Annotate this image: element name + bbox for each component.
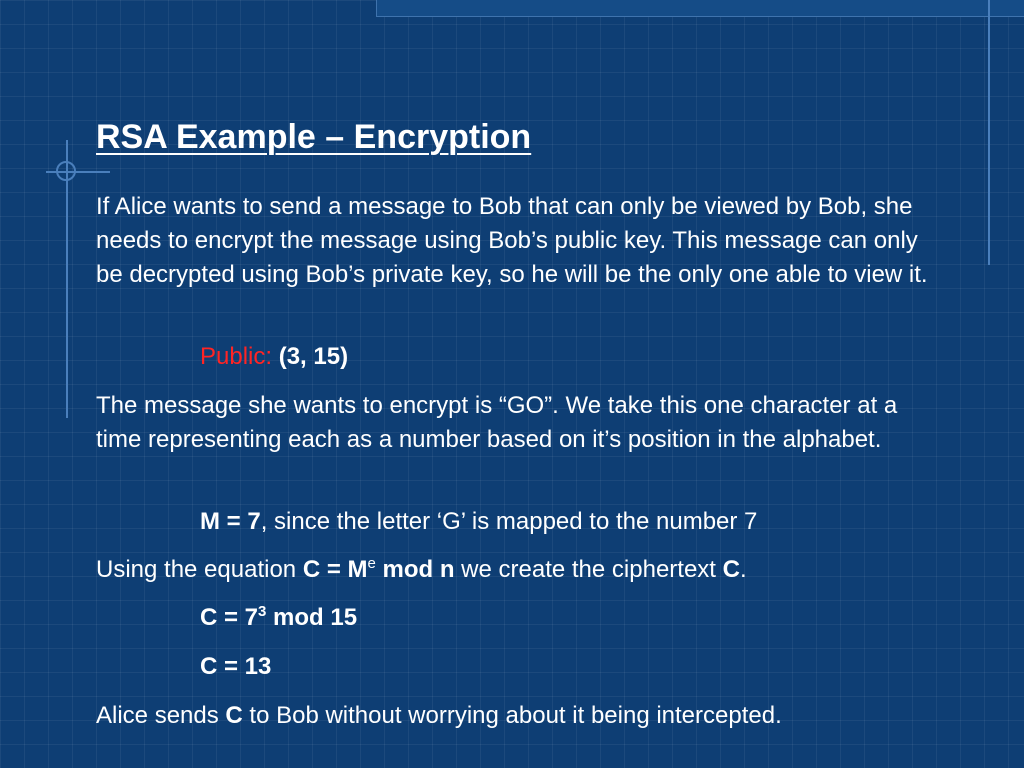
left-vertical-rule bbox=[66, 140, 68, 418]
m-value: M = 7 bbox=[200, 508, 261, 535]
m-description: , since the letter ‘G’ is mapped to the number 7 bbox=[260, 508, 758, 535]
crosshair-circle-decoration bbox=[56, 161, 76, 181]
public-key-line bbox=[200, 340, 348, 374]
equation-ciphertext-c: C bbox=[722, 556, 740, 583]
calculation-line-2 bbox=[200, 650, 271, 684]
equation-mod-n: mod n bbox=[375, 556, 455, 583]
intro-paragraph: If Alice wants to send a message to Bob that can only be viewed by Bob, she needs to encrypt the message using Bob’s public key. This message can only be decrypted using Bob’s private key, so he will be the only one able to view it. bbox=[96, 193, 928, 288]
right-vertical-rule bbox=[988, 0, 990, 265]
final-ciphertext-c: C bbox=[225, 702, 243, 729]
final-line bbox=[96, 699, 946, 733]
public-key-value: (3, 15) bbox=[278, 343, 349, 370]
final-suffix: to Bob without worrying about it being intercepted. bbox=[242, 702, 782, 729]
equation-suffix: we create the ciphertext bbox=[454, 556, 723, 583]
calc1-mod: mod 15 bbox=[266, 604, 358, 631]
m-value-line bbox=[200, 505, 757, 539]
equation-c-equals-m: C = M bbox=[302, 556, 368, 583]
top-decorative-band bbox=[376, 0, 1024, 17]
calc2-result: C = 13 bbox=[200, 653, 272, 680]
message-paragraph: The message she wants to encrypt is “GO”. We take this one character at a time representing each as a number based on it’s position in the alphabet. bbox=[96, 392, 898, 453]
equation-exponent: e bbox=[367, 555, 376, 572]
calc1-base: C = 7 bbox=[200, 604, 259, 631]
calculation-line-1 bbox=[200, 601, 357, 635]
slide-title: RSA Example – Encryption bbox=[96, 118, 532, 156]
equation-line bbox=[96, 553, 946, 587]
equation-prefix: Using the equation bbox=[96, 556, 303, 583]
equation-period: . bbox=[739, 556, 747, 583]
public-key-label: Public: bbox=[200, 343, 273, 370]
calc1-exponent: 3 bbox=[258, 603, 267, 620]
final-prefix: Alice sends bbox=[96, 702, 226, 729]
